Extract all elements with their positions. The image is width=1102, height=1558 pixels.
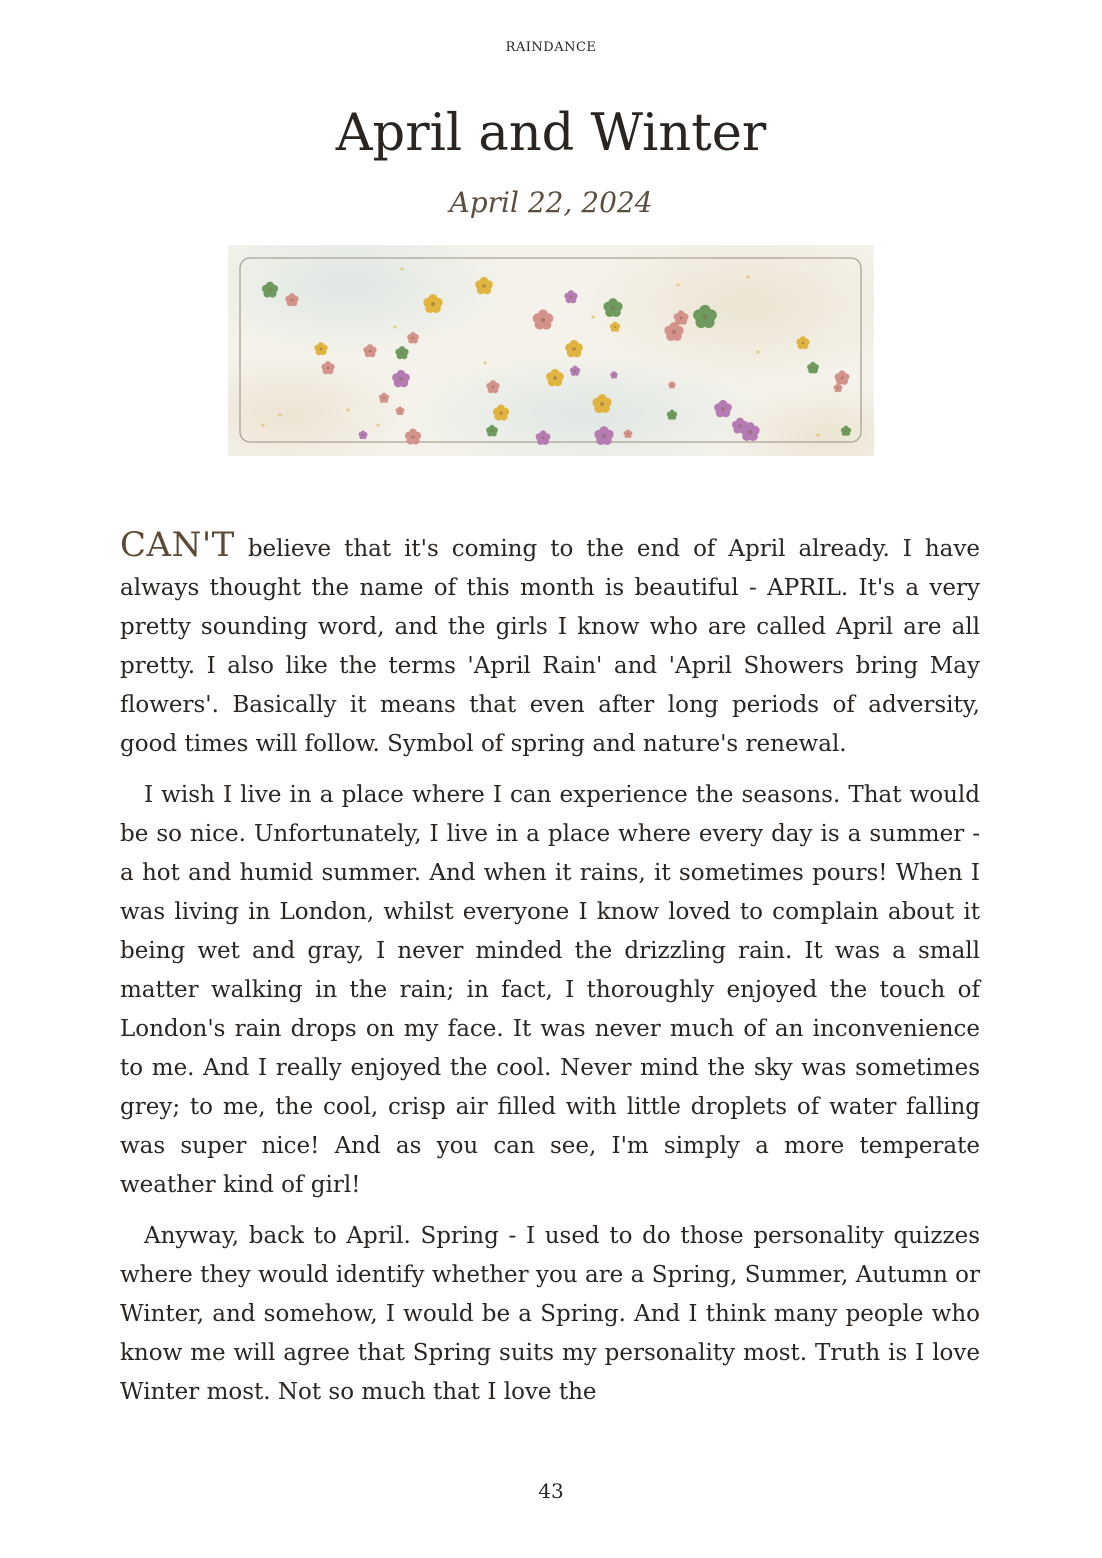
blossom-center [837, 387, 839, 389]
speckle-decoration [278, 413, 281, 416]
blossom-center [362, 434, 364, 436]
blossom-center [411, 435, 414, 438]
blossom-center [268, 288, 271, 291]
blossom-center [383, 397, 385, 399]
blossom-center [401, 352, 404, 355]
drop-cap: CAN'T [120, 525, 235, 565]
blossom-center [627, 433, 629, 435]
blossom-center [602, 434, 606, 438]
blossom-center [680, 317, 683, 320]
blossom-center [499, 411, 502, 414]
running-header: RAINDANCE [505, 40, 597, 55]
speckle-decoration [746, 275, 749, 278]
blossom-center [542, 437, 545, 440]
blossom-center [671, 414, 673, 416]
speckle-decoration [756, 350, 759, 353]
blossom-center [491, 430, 493, 432]
page-number: 43 [538, 1479, 564, 1503]
blossom-center [291, 299, 294, 302]
blossom-center [721, 407, 724, 410]
blossom-center [703, 315, 707, 319]
speckle-decoration [676, 283, 679, 286]
blossom-center [399, 377, 402, 380]
blossom-center [672, 330, 676, 334]
blossom-center [369, 350, 372, 353]
article-body [120, 526, 980, 1424]
blossom-center [572, 347, 575, 350]
blossom-center [738, 424, 741, 427]
blossom-center [614, 326, 616, 328]
article-paragraph: I wish I live in a place where I can experience the seasons. That would be so nice. Unfortunately, I live in a place where every day is a summer - a hot and humid summer. And when it rains, it sometimes pours! When I was living in London, whilst everyone I know loved to complain about it being wet and gray, I never minded the drizzling rain. It was a small matter walking in the rain; in fact, I thoroughly enjoyed the touch of London's rain drops on my face. It was never much of an inconvenience to me. And I really enjoyed the cool. Never mind the sky was sometimes grey; to me, the cool, crisp air filled with little droplets of water falling was super nice! And as you can see, I'm simply a more temperate weather kind of girl! [120, 782, 980, 1198]
floral-banner-image [228, 245, 874, 456]
article-title: April and Winter [335, 104, 767, 163]
blossom-center [812, 367, 814, 369]
blossom-center [671, 384, 672, 385]
blossom-center [613, 374, 614, 375]
blossom-center [748, 430, 752, 434]
speckle-decoration [346, 408, 349, 411]
speckle-decoration [483, 361, 486, 364]
blossom-center [492, 386, 495, 389]
speckle-decoration [400, 267, 403, 270]
blossom-center [553, 376, 556, 379]
blossom-center [412, 337, 414, 339]
article-date: April 22, 2024 [449, 186, 653, 219]
article-paragraph [120, 526, 980, 764]
blossom-center [574, 370, 576, 372]
blossom-center [841, 377, 844, 380]
paragraph-text: believe that it's coming to the end of April already. I have always thought the name of this month is beautiful - APRIL. It's a very pretty sounding word, and the girls I know who are called April are all pretty. I also like the terms 'April Rain' and 'April Showers bring May flowers'. Basically it means that even after long periods of adversity, good times will follow. Symbol of spring and nature's renewal. [120, 536, 980, 757]
blossom-center [600, 402, 604, 406]
blossom-center [327, 367, 330, 370]
blossom-center [431, 302, 435, 306]
article-paragraph: Anyway, back to April. Spring - I used to do those personality quizzes where they would identify whether you are a Spring, Summer, Autumn or Winter, and somehow, I would be a Spring. And I think many people who know me will agree that Spring suits my personality most. Truth is I love Winter most. Not so much that I love the [120, 1223, 980, 1405]
speckle-decoration [376, 423, 379, 426]
speckle-decoration [591, 315, 594, 318]
blossom-center [320, 348, 323, 351]
blossom-center [845, 430, 847, 432]
blossom-center [802, 342, 805, 345]
blossom-center [399, 410, 401, 412]
speckle-decoration [393, 325, 396, 328]
blossom-center [611, 306, 615, 310]
blossom-center [541, 318, 545, 322]
speckle-decoration [261, 423, 264, 426]
blossom-center [482, 284, 485, 287]
blossom-center [570, 296, 573, 299]
speckle-decoration [816, 433, 819, 436]
